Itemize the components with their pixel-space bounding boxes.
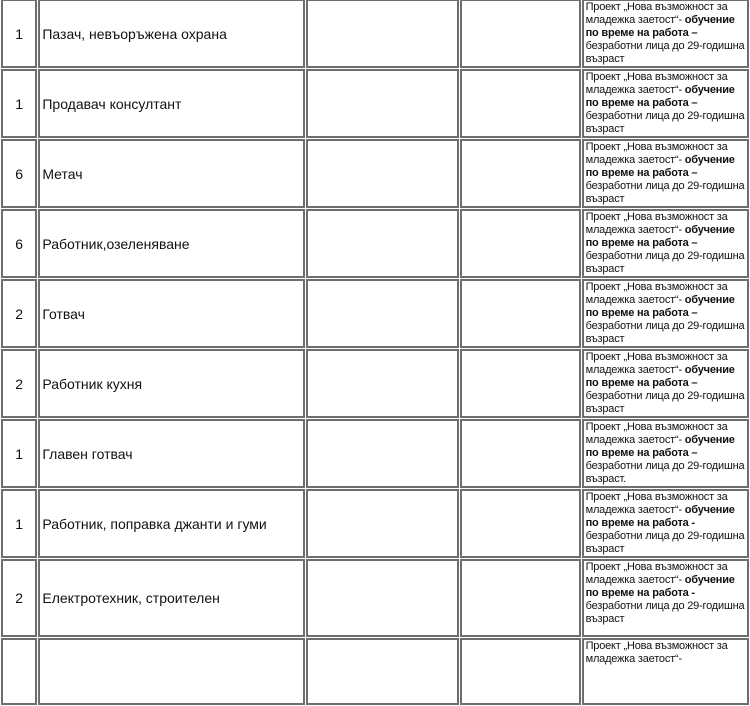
note-cell — [582, 279, 749, 348]
note-cell — [582, 419, 749, 488]
note-prefix: Проект „Нова възможност за младежка заетост“- — [585, 351, 728, 376]
position-cell: Готвач — [38, 279, 305, 348]
position-cell: Електротехник, строителен — [38, 559, 305, 637]
note-suffix: безработни лица до 29-годишна възраст — [585, 530, 745, 555]
note-prefix: Проект „Нова възможност за младежка заетост“- — [585, 561, 728, 586]
note-cell — [582, 0, 749, 68]
position-cell: Продавач консултант — [38, 69, 305, 138]
position-cell: Работник,озеленяване — [38, 209, 305, 278]
empty-cell — [460, 139, 581, 208]
table-row — [1, 209, 749, 278]
count-cell: 2 — [1, 279, 37, 348]
count-cell: 2 — [1, 349, 37, 418]
empty-cell — [306, 0, 458, 68]
empty-cell — [460, 209, 581, 278]
empty-cell — [460, 419, 581, 488]
note-prefix: Проект „Нова възможност за младежка заетост“- — [585, 421, 728, 446]
empty-cell — [306, 69, 458, 138]
note-cell — [582, 209, 749, 278]
position-cell: Главен готвач — [38, 419, 305, 488]
table-row — [1, 559, 749, 637]
table-row — [1, 0, 749, 68]
note-bold: обучение по време на работа – — [585, 434, 735, 459]
empty-cell — [460, 349, 581, 418]
note-prefix: Проект „Нова възможност за младежка заетост“- — [585, 1, 728, 26]
position-cell: Метач — [38, 139, 305, 208]
empty-cell — [460, 69, 581, 138]
table-row — [1, 279, 749, 348]
note-suffix: безработни лица до 29-годишна възраст — [585, 180, 745, 205]
table-row — [1, 419, 749, 488]
note-cell — [582, 489, 749, 558]
note-cell — [582, 139, 749, 208]
count-cell: 1 — [1, 489, 37, 558]
count-cell: 1 — [1, 69, 37, 138]
note-bold: обучение по време на работа – — [585, 294, 735, 319]
empty-cell — [306, 489, 458, 558]
empty-cell — [306, 349, 458, 418]
position-cell — [38, 638, 305, 705]
empty-cell — [306, 139, 458, 208]
table-row — [1, 489, 749, 558]
note-prefix: Проект „Нова възможност за младежка заетост“- — [585, 71, 728, 96]
table-row — [1, 638, 749, 705]
empty-cell — [460, 279, 581, 348]
count-cell: 2 — [1, 559, 37, 637]
count-cell: 1 — [1, 419, 37, 488]
empty-cell — [306, 279, 458, 348]
note-prefix: Проект „Нова възможност за младежка заетост“- — [585, 141, 728, 166]
note-cell — [582, 638, 749, 705]
empty-cell — [460, 638, 581, 705]
position-cell: Работник кухня — [38, 349, 305, 418]
position-cell: Пазач, невъоръжена охрана — [38, 0, 305, 68]
note-bold: обучение по време на работа - — [585, 574, 735, 599]
note-prefix: Проект „Нова възможност за младежка заетост“- — [585, 491, 728, 516]
note-prefix: Проект „Нова възможност за младежка заетост“- — [585, 640, 728, 665]
empty-cell — [460, 0, 581, 68]
note-suffix: безработни лица до 29-годишна възраст. — [585, 460, 745, 485]
note-bold: обучение по време на работа – — [585, 14, 735, 39]
note-cell — [582, 559, 749, 637]
note-suffix: безработни лица до 29-годишна възраст — [585, 320, 745, 345]
table-row — [1, 139, 749, 208]
note-cell — [582, 349, 749, 418]
note-bold: обучение по време на работа – — [585, 364, 735, 389]
position-cell: Работник, поправка джанти и гуми — [38, 489, 305, 558]
note-suffix: безработни лица до 29-годишна възраст — [585, 390, 745, 415]
empty-cell — [306, 638, 458, 705]
empty-cell — [460, 559, 581, 637]
count-cell: 1 — [1, 0, 37, 68]
empty-cell — [306, 209, 458, 278]
empty-cell — [306, 559, 458, 637]
count-cell: 6 — [1, 139, 37, 208]
note-bold: обучение по време на работа – — [585, 154, 735, 179]
table-row — [1, 69, 749, 138]
count-cell — [1, 638, 37, 705]
note-suffix: безработни лица до 29-годишна възраст — [585, 110, 745, 135]
note-suffix: безработни лица до 29-годишна възраст — [585, 600, 745, 625]
note-bold: обучение по време на работа – — [585, 224, 735, 249]
note-bold: обучение по време на работа – — [585, 84, 735, 109]
empty-cell — [460, 489, 581, 558]
note-suffix: безработни лица до 29-годишна възраст — [585, 250, 745, 275]
note-bold: обучение по време на работа - — [585, 504, 735, 529]
note-cell — [582, 69, 749, 138]
count-cell: 6 — [1, 209, 37, 278]
table-row — [1, 349, 749, 418]
empty-cell — [306, 419, 458, 488]
note-suffix: безработни лица до 29-годишна възраст — [585, 40, 745, 65]
note-prefix: Проект „Нова възможност за младежка заетост“- — [585, 211, 728, 236]
note-prefix: Проект „Нова възможност за младежка заетост“- — [585, 281, 728, 306]
